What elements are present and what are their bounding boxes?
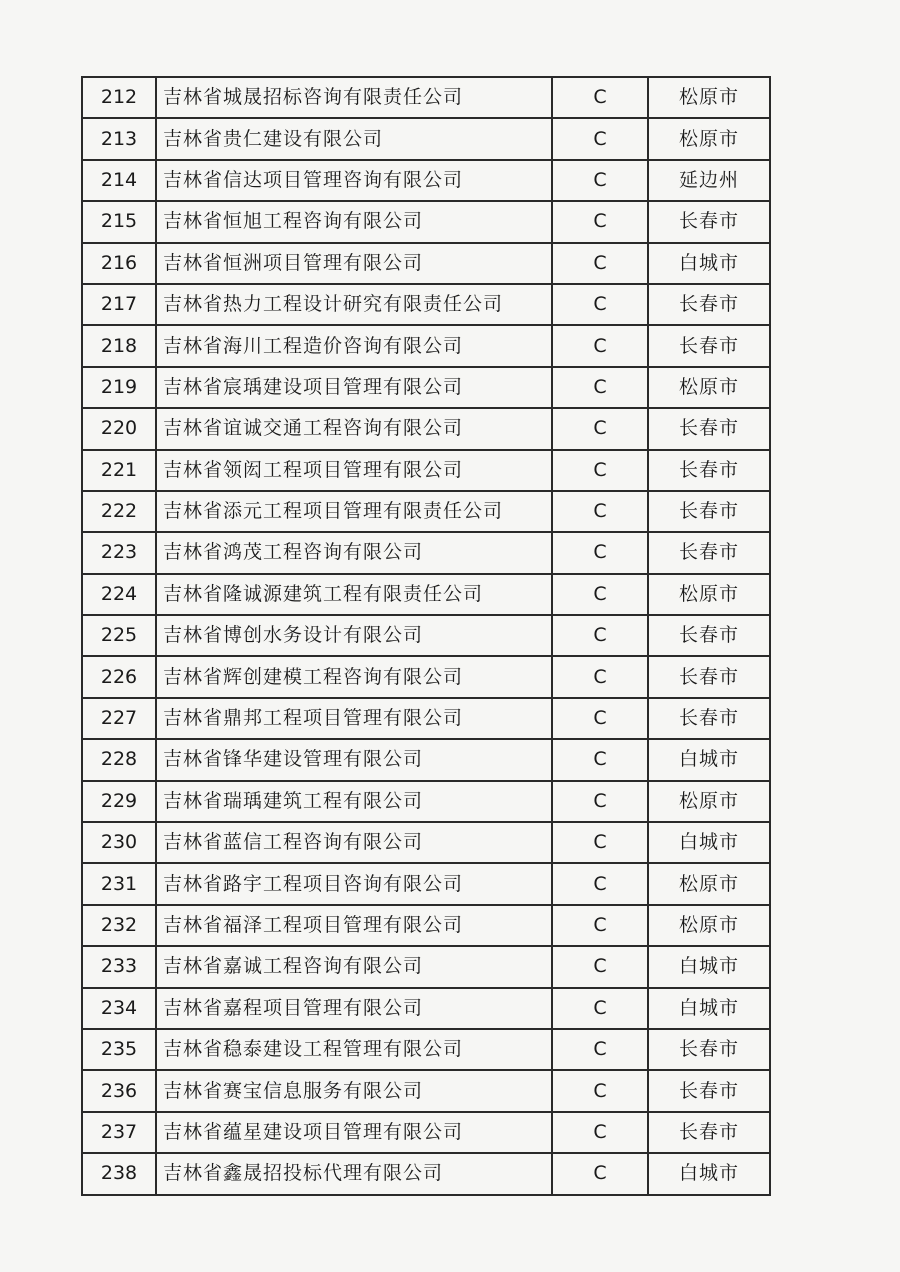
row-number-cell: 220 [82,408,156,449]
city-cell: 长春市 [648,1029,770,1070]
company-name-cell: 吉林省领闳工程项目管理有限公司 [156,450,552,491]
row-number-cell: 238 [82,1153,156,1194]
table-row [82,739,770,780]
city-cell: 白城市 [648,243,770,284]
credit-grade-cell: C [552,1112,648,1153]
table-row [82,491,770,532]
credit-grade-cell: C [552,1029,648,1070]
credit-grade-cell: C [552,243,648,284]
table-row [82,325,770,366]
row-number-cell: 215 [82,201,156,242]
table-row [82,988,770,1029]
city-cell: 长春市 [648,491,770,532]
row-number-cell: 236 [82,1070,156,1111]
table-row [82,367,770,408]
table-row [82,946,770,987]
table-row [82,574,770,615]
table-row [82,408,770,449]
company-name-cell: 吉林省瑞瑀建筑工程有限公司 [156,781,552,822]
credit-grade-cell: C [552,988,648,1029]
row-number-cell: 229 [82,781,156,822]
city-cell: 延边州 [648,160,770,201]
company-name-cell: 吉林省嘉程项目管理有限公司 [156,988,552,1029]
city-cell: 长春市 [648,1112,770,1153]
row-number-cell: 231 [82,863,156,904]
city-cell: 长春市 [648,698,770,739]
company-name-cell: 吉林省恒旭工程咨询有限公司 [156,201,552,242]
row-number-cell: 224 [82,574,156,615]
row-number-cell: 232 [82,905,156,946]
company-name-cell: 吉林省锋华建设管理有限公司 [156,739,552,780]
table-row [82,160,770,201]
credit-grade-cell: C [552,201,648,242]
credit-grade-cell: C [552,532,648,573]
company-name-cell: 吉林省稳泰建设工程管理有限公司 [156,1029,552,1070]
city-cell: 白城市 [648,1153,770,1194]
table-row [82,781,770,822]
company-name-cell: 吉林省恒洲项目管理有限公司 [156,243,552,284]
credit-grade-cell: C [552,491,648,532]
row-number-cell: 234 [82,988,156,1029]
company-name-cell: 吉林省隆诚源建筑工程有限责任公司 [156,574,552,615]
row-number-cell: 219 [82,367,156,408]
city-cell: 松原市 [648,118,770,159]
table-row [82,243,770,284]
company-name-cell: 吉林省鑫晟招投标代理有限公司 [156,1153,552,1194]
credit-grade-cell: C [552,325,648,366]
city-cell: 松原市 [648,863,770,904]
credit-grade-cell: C [552,905,648,946]
company-name-cell: 吉林省鸿茂工程咨询有限公司 [156,532,552,573]
table-row [82,77,770,118]
table-row [82,284,770,325]
city-cell: 白城市 [648,946,770,987]
city-cell: 松原市 [648,574,770,615]
row-number-cell: 237 [82,1112,156,1153]
company-name-cell: 吉林省博创水务设计有限公司 [156,615,552,656]
city-cell: 白城市 [648,822,770,863]
credit-grade-cell: C [552,1070,648,1111]
company-name-cell: 吉林省宸瑀建设项目管理有限公司 [156,367,552,408]
city-cell: 松原市 [648,781,770,822]
row-number-cell: 218 [82,325,156,366]
row-number-cell: 233 [82,946,156,987]
row-number-cell: 216 [82,243,156,284]
row-number-cell: 217 [82,284,156,325]
company-name-cell: 吉林省贵仁建设有限公司 [156,118,552,159]
row-number-cell: 212 [82,77,156,118]
company-name-cell: 吉林省赛宝信息服务有限公司 [156,1070,552,1111]
credit-grade-cell: C [552,77,648,118]
company-name-cell: 吉林省热力工程设计研究有限责任公司 [156,284,552,325]
table-row [82,1112,770,1153]
table-row [82,1070,770,1111]
city-cell: 长春市 [648,284,770,325]
company-name-cell: 吉林省辉创建模工程咨询有限公司 [156,656,552,697]
company-name-cell: 吉林省信达项目管理咨询有限公司 [156,160,552,201]
company-name-cell: 吉林省蓝信工程咨询有限公司 [156,822,552,863]
table-body [82,77,770,1195]
city-cell: 长春市 [648,615,770,656]
row-number-cell: 223 [82,532,156,573]
city-cell: 长春市 [648,656,770,697]
company-name-cell: 吉林省城晟招标咨询有限责任公司 [156,77,552,118]
company-name-cell: 吉林省路宇工程项目咨询有限公司 [156,863,552,904]
credit-grade-cell: C [552,822,648,863]
credit-grade-cell: C [552,656,648,697]
city-cell: 松原市 [648,77,770,118]
table-row [82,615,770,656]
table-row [82,1153,770,1194]
credit-grade-cell: C [552,615,648,656]
credit-grade-cell: C [552,450,648,491]
company-name-cell: 吉林省福泽工程项目管理有限公司 [156,905,552,946]
row-number-cell: 213 [82,118,156,159]
credit-grade-cell: C [552,574,648,615]
row-number-cell: 226 [82,656,156,697]
city-cell: 白城市 [648,739,770,780]
credit-grade-cell: C [552,367,648,408]
city-cell: 白城市 [648,988,770,1029]
city-cell: 长春市 [648,408,770,449]
credit-grade-cell: C [552,284,648,325]
row-number-cell: 228 [82,739,156,780]
table-row [82,863,770,904]
table-row [82,905,770,946]
credit-grade-cell: C [552,118,648,159]
company-name-cell: 吉林省蕴星建设项目管理有限公司 [156,1112,552,1153]
table-row [82,201,770,242]
credit-grade-cell: C [552,698,648,739]
row-number-cell: 235 [82,1029,156,1070]
row-number-cell: 214 [82,160,156,201]
credit-grade-cell: C [552,160,648,201]
city-cell: 松原市 [648,367,770,408]
credit-grade-cell: C [552,781,648,822]
city-cell: 长春市 [648,450,770,491]
table-row [82,532,770,573]
table-row [82,822,770,863]
company-name-cell: 吉林省鼎邦工程项目管理有限公司 [156,698,552,739]
credit-grade-cell: C [552,1153,648,1194]
company-name-cell: 吉林省海川工程造价咨询有限公司 [156,325,552,366]
city-cell: 长春市 [648,325,770,366]
city-cell: 长春市 [648,1070,770,1111]
credit-grade-cell: C [552,739,648,780]
table-row [82,1029,770,1070]
table-row [82,698,770,739]
row-number-cell: 225 [82,615,156,656]
city-cell: 长春市 [648,201,770,242]
row-number-cell: 230 [82,822,156,863]
row-number-cell: 227 [82,698,156,739]
city-cell: 长春市 [648,532,770,573]
company-name-cell: 吉林省添元工程项目管理有限责任公司 [156,491,552,532]
city-cell: 松原市 [648,905,770,946]
company-name-cell: 吉林省谊诚交通工程咨询有限公司 [156,408,552,449]
row-number-cell: 221 [82,450,156,491]
credit-grade-cell: C [552,408,648,449]
row-number-cell: 222 [82,491,156,532]
credit-grade-cell: C [552,946,648,987]
credit-grade-cell: C [552,863,648,904]
table-row [82,450,770,491]
table-row [82,118,770,159]
table-row [82,656,770,697]
company-credit-table [81,76,771,1196]
company-name-cell: 吉林省嘉诚工程咨询有限公司 [156,946,552,987]
